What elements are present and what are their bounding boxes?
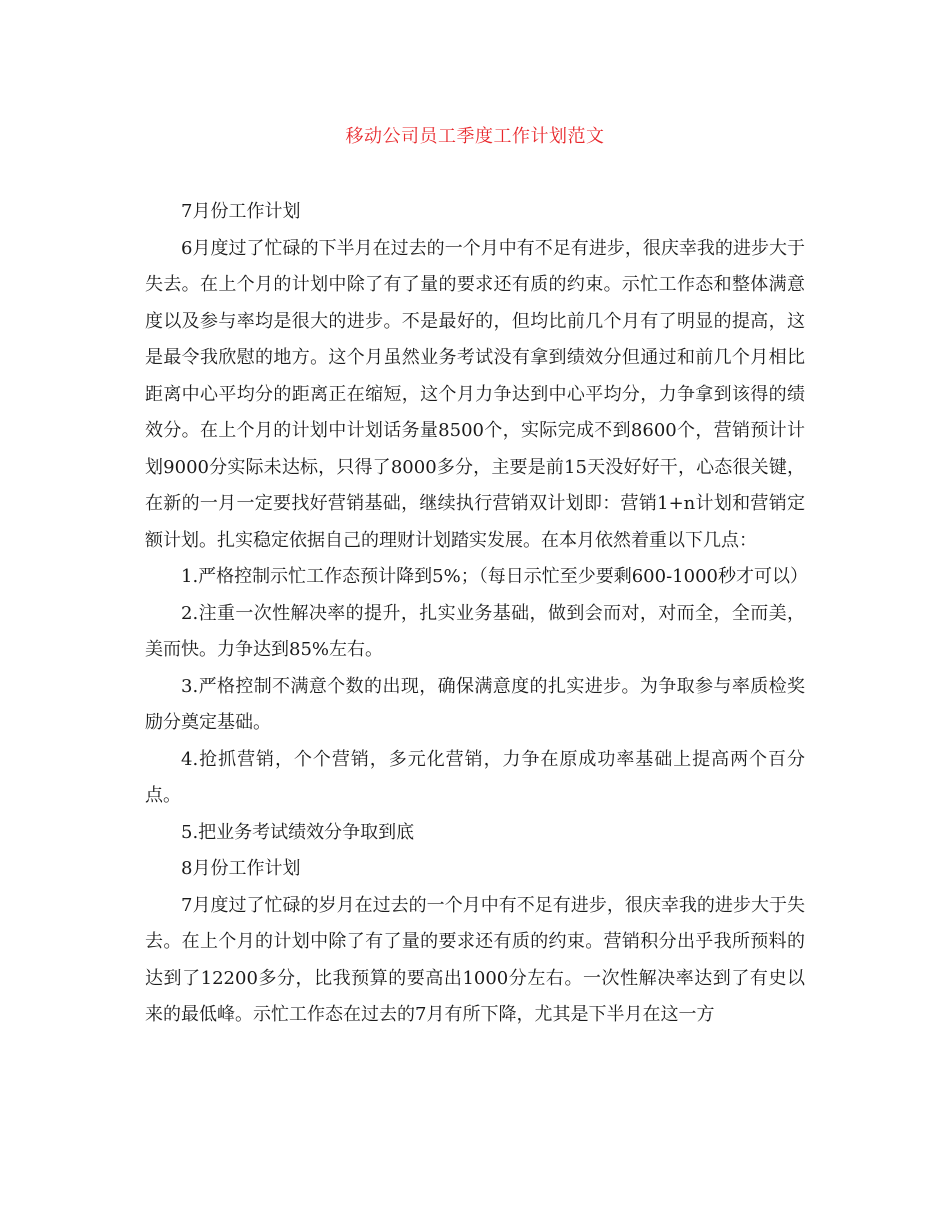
- list-item-3: 3.严格控制不满意个数的出现，确保满意度的扎实进步。为争取参与率质检奖励分奠定基础。: [145, 675, 805, 733]
- list-item-4: 4.抢抓营销，个个营销，多元化营销，力争在原成功率基础上提高两个百分点。: [145, 748, 805, 806]
- paragraph-july-review: 6月度过了忙碌的下半月在过去的一个月中有不足有进步，很庆幸我的进步大于失去。在上个月的计划中除了有了量的要求还有质的约束。示忙工作态和整体满意度以及参与率均是很大的进步。不是最好的，但均比前几个月有了明显的提高，这是最令我欣慰的地方。这个月虽然业务考试没有拿到绩效分但通过和前几个月相比距离中心平均分的距离正在缩短，这个月力争达到中心平均分，力争拿到该得的绩效分。在上个月的计划中计划话务量8500个，实际完成不到8600个，营销预计计划9000分实际未达标，只得了8000多分，主要是前15天没好好干，心态很关键，在新的一月一定要找好营销基础，继续执行营销双计划即：营销1+n计划和营销定额计划。扎实稳定依据自己的理财计划踏实发展。在本月依然着重以下几点：: [145, 237, 805, 551]
- document-title: 移动公司员工季度工作计划范文: [345, 126, 605, 147]
- paragraph-august-review: 7月度过了忙碌的岁月在过去的一个月中有不足有进步，很庆幸我的进步大于失去。在上个月的计划中除了有了量的要求还有质的约束。营销积分出乎我所预料的达到了12200多分，比我预算的要高出1000分左右。一次性解决率达到了有史以来的最低峰。示忙工作态在过去的7月有所下降，尤其是下半月在这一方: [145, 894, 805, 1025]
- section-heading-august: 8月份工作计划: [181, 858, 301, 879]
- list-item-1: 1.严格控制示忙工作态预计降到5%；（每日示忙至少要剩600-1000秒才可以）: [181, 566, 808, 587]
- document-body: [145, 194, 808, 1034]
- section-heading-july: 7月份工作计划: [181, 201, 301, 222]
- list-item-2: 2.注重一次性解决率的提升，扎实业务基础，做到会而对，对而全，全而美，美而快。力争达到85%左右。: [145, 602, 805, 660]
- list-item-5: 5.把业务考试绩效分争取到底: [181, 821, 415, 843]
